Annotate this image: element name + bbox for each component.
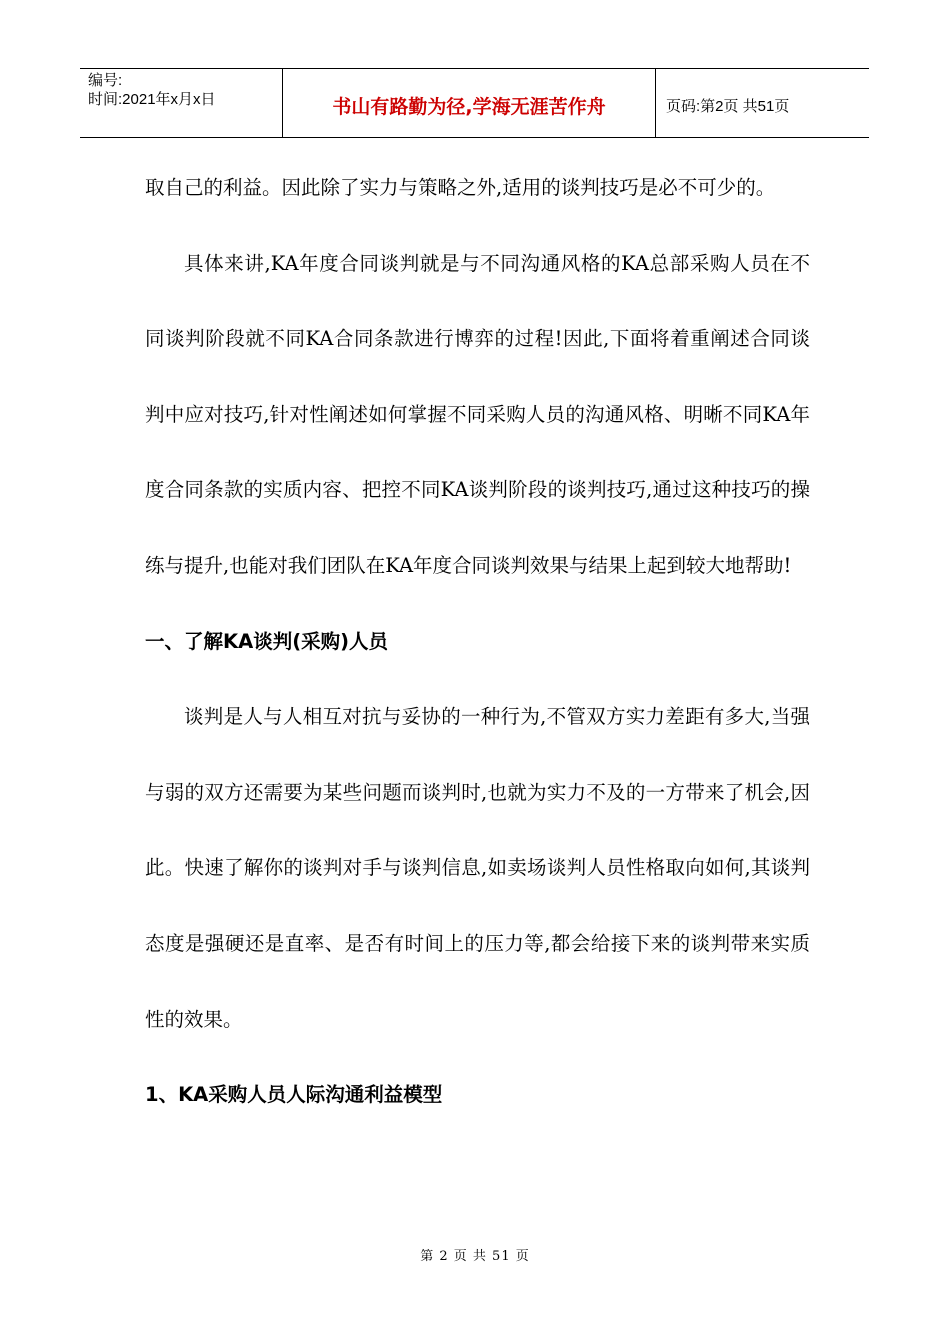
section-heading: 一、了解KA谈判(采购)人员 — [145, 629, 389, 653]
paragraph-continuation: 取自己的利益。因此除了实力与策略之外,适用的谈判技巧是必不可少的。 — [145, 176, 776, 199]
header-meta-cell — [80, 69, 283, 137]
header-motto: 书山有路勤为径,学海无涯苦作舟 — [332, 95, 606, 118]
header-page-info: 页码:第2页 共51页 — [666, 97, 790, 115]
document-body — [145, 150, 810, 1133]
time-label: 时间:2021年x月x日 — [88, 91, 216, 108]
header-motto-cell — [283, 69, 656, 137]
page-header — [80, 68, 869, 138]
page-footer: 第 2 页 共 51 页 — [420, 1249, 530, 1264]
number-label: 编号: — [88, 72, 123, 89]
paragraph-negotiation: 谈判是人与人相互对抗与妥协的一种行为,不管双方实力差距有多大,当强与弱的双方还需要为某些问题而谈判时,也就为实力不及的一方带来了机会,因此。快速了解你的谈判对手与谈判信息,如卖场谈判人员性格取向如何,其谈判态度是强硬还是直率、是否有时间上的压力等,都会给接下来的谈判带来实质性的效果。 — [145, 705, 810, 1031]
paragraph-intro: 具体来讲,KA年度合同谈判就是与不同沟通风格的KA总部采购人员在不同谈判阶段就不同KA合同条款进行博弈的过程!因此,下面将着重阐述合同谈判中应对技巧,针对性阐述如何掌握不同采购人员的沟通风格、明晰不同KA年度合同条款的实质内容、把控不同KA谈判阶段的谈判技巧,通过这种技巧的操练与提升,也能对我们团队在KA年度合同谈判效果与结果上起到较大地帮助! — [145, 251, 810, 577]
header-page-cell — [656, 69, 869, 137]
subsection-heading: 1、KA采购人员人际沟通利益模型 — [145, 1083, 443, 1107]
